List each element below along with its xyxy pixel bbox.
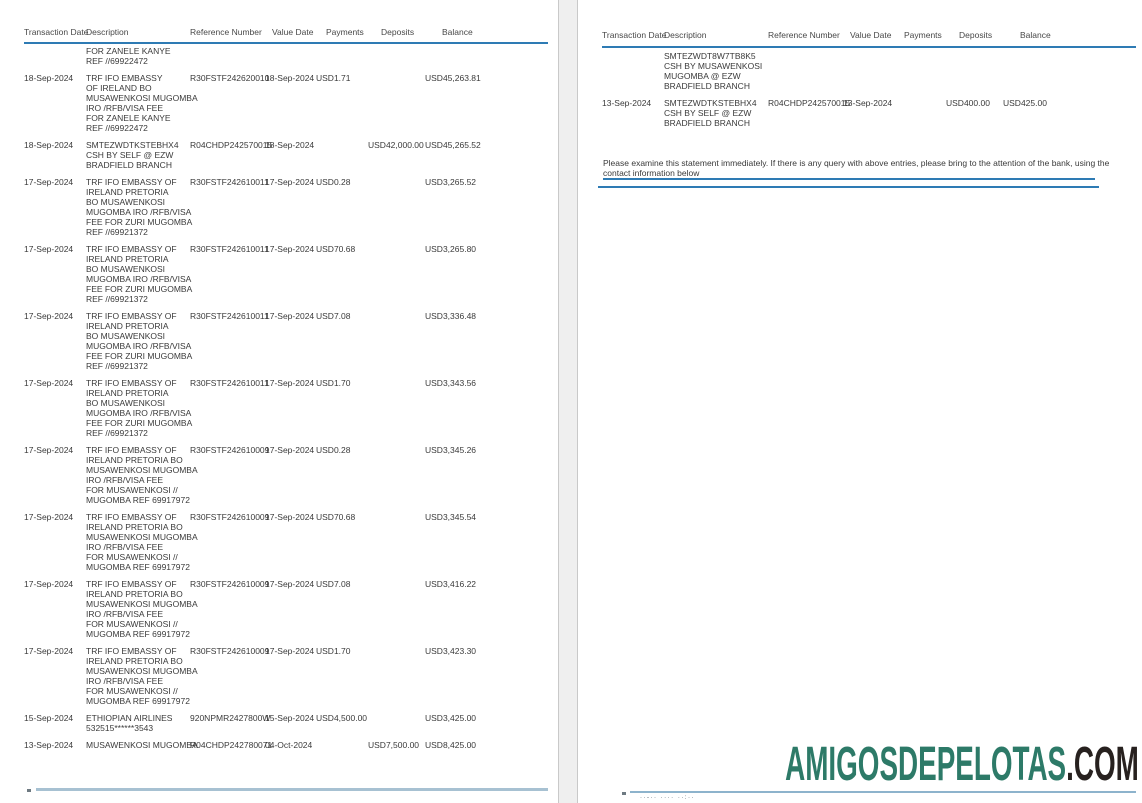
cell-description <box>664 51 776 91</box>
description-line: SMTEZWDTKSTEBHX4 <box>664 98 757 108</box>
cell-description <box>86 740 198 750</box>
notice-rule-1 <box>603 178 1095 180</box>
table-row <box>0 73 558 133</box>
header-rule <box>24 42 548 44</box>
cell-balance: USD3,345.26 <box>425 445 477 455</box>
cell-reference-number: R30FSTF242610009 <box>190 512 270 522</box>
table-row <box>0 646 558 706</box>
cell-value-date: 18-Sep-2024 <box>265 140 315 150</box>
cell-transaction-date: 13-Sep-2024 <box>602 98 652 108</box>
cell-transaction-date: 17-Sep-2024 <box>24 646 74 656</box>
description-line: IRELAND PRETORIA <box>86 187 169 197</box>
description-line: TRF IFO EMBASSY OF <box>86 244 177 254</box>
description-line: MUGOMBA REF 69917972 <box>86 562 190 572</box>
cell-payments: USD7.08 <box>316 579 351 589</box>
notice-line: contact information below <box>603 168 700 178</box>
cell-value-date: 04-Oct-2024 <box>265 740 313 750</box>
cell-value-date: 17-Sep-2024 <box>265 177 315 187</box>
description-line: CSH BY MUSAWENKOSI <box>664 61 763 71</box>
header-rule <box>602 46 1136 48</box>
cell-value-date: 17-Sep-2024 <box>265 512 315 522</box>
cell-description <box>86 311 198 371</box>
cell-description <box>86 445 198 505</box>
cell-description <box>86 579 198 639</box>
table-row <box>0 378 558 438</box>
cell-value-date: 17-Sep-2024 <box>265 445 315 455</box>
description-line: MUGOMBA REF 69917972 <box>86 495 190 505</box>
description-line: MUGOMBA IRO /RFB/VISA <box>86 408 192 418</box>
cell-balance: USD3,416.22 <box>425 579 477 589</box>
cell-transaction-date: 17-Sep-2024 <box>24 445 74 455</box>
cell-transaction-date: 18-Sep-2024 <box>24 140 74 150</box>
cell-description <box>86 713 198 733</box>
cell-description <box>86 46 198 66</box>
cell-description <box>664 98 776 128</box>
cell-description <box>86 646 198 706</box>
description-line: TRF IFO EMBASSY OF <box>86 512 177 522</box>
description-line: IRELAND PRETORIA BO <box>86 455 183 465</box>
cell-balance: USD425.00 <box>1003 98 1047 108</box>
description-line: REF //69921372 <box>86 294 148 304</box>
cell-reference-number: R30FSTF242610011 <box>190 311 269 321</box>
description-line: MUSAWENKOSI MUGOMBA <box>86 740 198 750</box>
description-line: MUGOMBA IRO /RFB/VISA <box>86 341 192 351</box>
cell-payments: USD1.71 <box>316 73 351 83</box>
page-divider <box>558 0 578 803</box>
column-header-payments: Payments <box>904 30 942 40</box>
table-row <box>0 46 558 66</box>
cell-transaction-date: 15-Sep-2024 <box>24 713 74 723</box>
description-line: IRO /RFB/VISA FEE <box>86 609 163 619</box>
cell-transaction-date: 17-Sep-2024 <box>24 512 74 522</box>
description-line: FOR MUSAWENKOSI // <box>86 686 178 696</box>
cell-transaction-date: 18-Sep-2024 <box>24 73 74 83</box>
cell-value-date: 17-Sep-2024 <box>265 244 315 254</box>
column-header-reference-number: Reference Number <box>190 27 262 37</box>
cell-balance: USD3,265.52 <box>425 177 477 187</box>
column-header-balance: Balance <box>1020 30 1051 40</box>
bullet-dot <box>622 792 626 795</box>
cell-description <box>86 244 198 304</box>
table-row <box>0 244 558 304</box>
statement-notice <box>603 158 1118 178</box>
table-row <box>0 512 558 572</box>
description-line: BRADFIELD BRANCH <box>664 118 750 128</box>
description-line: OF IRELAND BO <box>86 83 152 93</box>
footer-fragment: ··-·· ···· ··:·· <box>640 795 695 801</box>
table-row <box>578 51 1142 91</box>
cell-balance: USD3,336.48 <box>425 311 477 321</box>
cell-reference-number: R30FSTF242610011 <box>190 378 269 388</box>
cell-value-date: 13-Sep-2024 <box>843 98 893 108</box>
description-line: BO MUSAWENKOSI <box>86 398 166 408</box>
description-line: BRADFIELD BRANCH <box>664 81 750 91</box>
cell-value-date: 15-Sep-2024 <box>265 713 315 723</box>
table-row <box>0 311 558 371</box>
cell-reference-number: R04CHDP242570015 <box>768 98 851 108</box>
column-header-payments: Payments <box>326 27 364 37</box>
description-line: REF //69921372 <box>86 428 148 438</box>
transaction-rows <box>578 51 1142 135</box>
cell-description <box>86 140 198 170</box>
description-line: MUSAWENKOSI MUGOMBA <box>86 599 198 609</box>
cell-balance: USD3,423.30 <box>425 646 477 656</box>
cell-deposits: USD400.00 <box>946 98 990 108</box>
cell-payments: USD70.68 <box>316 244 356 254</box>
description-line: FOR ZANELE KANYE <box>86 46 171 56</box>
description-line: REF //69922472 <box>86 123 148 133</box>
description-line: MUSAWENKOSI MUGOMBA <box>86 465 198 475</box>
statement-page-left <box>0 0 558 803</box>
table-row <box>0 140 558 170</box>
cell-value-date: 17-Sep-2024 <box>265 311 315 321</box>
cell-reference-number: R30FSTF242610011 <box>190 177 269 187</box>
column-header-value-date: Value Date <box>850 30 892 40</box>
cell-balance: USD3,425.00 <box>425 713 477 723</box>
description-line: TRF IFO EMBASSY OF <box>86 445 177 455</box>
cell-transaction-date: 17-Sep-2024 <box>24 244 74 254</box>
description-line: TRF IFO EMBASSY OF <box>86 378 177 388</box>
cell-payments: USD1.70 <box>316 646 351 656</box>
description-line: TRF IFO EMBASSY OF <box>86 579 177 589</box>
description-line: SMTEZWDTKSTEBHX4 <box>86 140 179 150</box>
table-row <box>0 579 558 639</box>
description-line: TRF IFO EMBASSY OF <box>86 646 177 656</box>
cell-value-date: 17-Sep-2024 <box>265 378 315 388</box>
description-line: FEE FOR ZURI MUGOMBA <box>86 418 193 428</box>
description-line: FEE FOR ZURI MUGOMBA <box>86 217 193 227</box>
page-end-rule <box>630 791 1136 793</box>
column-header-transaction-date: Transaction Date <box>602 30 667 40</box>
cell-reference-number: R04CHDP242780071 <box>190 740 273 750</box>
cell-value-date: 17-Sep-2024 <box>265 646 315 656</box>
description-line: BO MUSAWENKOSI <box>86 331 166 341</box>
table-row <box>0 713 558 733</box>
cell-payments: USD70.68 <box>316 512 356 522</box>
cell-deposits: USD42,000.00 <box>368 140 424 150</box>
description-line: IRELAND PRETORIA BO <box>86 656 183 666</box>
description-line: MUGOMBA IRO /RFB/VISA <box>86 207 192 217</box>
description-line: FOR MUSAWENKOSI // <box>86 619 178 629</box>
cell-reference-number: R30FSTF242610009 <box>190 445 270 455</box>
cell-transaction-date: 17-Sep-2024 <box>24 579 74 589</box>
cell-description <box>86 73 198 133</box>
cell-reference-number: R04CHDP242570015 <box>190 140 273 150</box>
description-line: BO MUSAWENKOSI <box>86 264 166 274</box>
table-row <box>578 98 1142 128</box>
watermark-main: AMIGOSDEPELOTAS <box>785 738 1067 791</box>
cell-balance: USD45,263.81 <box>425 73 481 83</box>
description-line: BO MUSAWENKOSI <box>86 197 166 207</box>
description-line: REF //69922472 <box>86 56 148 66</box>
description-line: REF //69921372 <box>86 227 148 237</box>
cell-reference-number: R30FSTF242610011 <box>190 244 269 254</box>
notice-line: Please examine this statement immediately. If there is any query with above entries, please bring to the attention of the bank, using the <box>603 158 1110 168</box>
cell-reference-number: R30FSTF242610009 <box>190 646 270 656</box>
description-line: MUGOMBA REF 69917972 <box>86 629 190 639</box>
notice-rule-2 <box>598 186 1099 188</box>
column-header-description: Description <box>664 30 707 40</box>
transaction-table-header <box>578 30 1142 43</box>
description-line: IRO /RFB/VISA FEE <box>86 475 163 485</box>
watermark <box>785 738 1139 791</box>
description-line: CSH BY SELF @ EZW <box>664 108 752 118</box>
column-header-balance: Balance <box>442 27 473 37</box>
cell-payments: USD4,500.00 <box>316 713 368 723</box>
cell-deposits: USD7,500.00 <box>368 740 420 750</box>
description-line: ETHIOPIAN AIRLINES <box>86 713 173 723</box>
description-line: SMTEZWDT8W7TB8K5 <box>664 51 756 61</box>
cell-description <box>86 378 198 438</box>
column-header-description: Description <box>86 27 129 37</box>
description-line: FEE FOR ZURI MUGOMBA <box>86 284 193 294</box>
description-line: FOR ZANELE KANYE <box>86 113 171 123</box>
cell-payments: USD7.08 <box>316 311 351 321</box>
cell-payments: USD0.28 <box>316 177 351 187</box>
bullet-dot <box>27 789 31 792</box>
cell-payments: USD0.28 <box>316 445 351 455</box>
cell-reference-number: R30FSTF242620010 <box>190 73 270 83</box>
column-header-value-date: Value Date <box>272 27 314 37</box>
cell-payments: USD1.70 <box>316 378 351 388</box>
statement-page-right <box>578 0 1142 803</box>
column-header-deposits: Deposits <box>959 30 993 40</box>
description-line: IRELAND PRETORIA BO <box>86 522 183 532</box>
description-line: IRO /RFB/VISA FEE <box>86 676 163 686</box>
description-line: IRO /RFB/VISA FEE <box>86 542 163 552</box>
column-header-deposits: Deposits <box>381 27 415 37</box>
cell-description <box>86 177 198 237</box>
page-end-rule <box>36 788 548 791</box>
description-line: MUSAWENKOSI MUGOMBA <box>86 532 198 542</box>
cell-value-date: 18-Sep-2024 <box>265 73 315 83</box>
description-line: REF //69921372 <box>86 361 148 371</box>
description-line: 532515******3543 <box>86 723 154 733</box>
cell-reference-number: 920NPMR2427800W <box>190 713 271 723</box>
cell-transaction-date: 17-Sep-2024 <box>24 177 74 187</box>
description-line: MUGOMBA @ EZW <box>664 71 741 81</box>
description-line: TRF IFO EMBASSY <box>86 73 163 83</box>
description-line: FOR MUSAWENKOSI // <box>86 485 178 495</box>
description-line: IRO /RFB/VISA FEE <box>86 103 163 113</box>
description-line: IRELAND PRETORIA BO <box>86 589 183 599</box>
cell-transaction-date: 17-Sep-2024 <box>24 311 74 321</box>
description-line: IRELAND PRETORIA <box>86 388 169 398</box>
table-row <box>0 445 558 505</box>
cell-balance: USD8,425.00 <box>425 740 477 750</box>
cell-description <box>86 512 198 572</box>
description-line: IRELAND PRETORIA <box>86 254 169 264</box>
table-row <box>0 177 558 237</box>
description-line: MUGOMBA REF 69917972 <box>86 696 190 706</box>
cell-transaction-date: 13-Sep-2024 <box>24 740 74 750</box>
description-line: FOR MUSAWENKOSI // <box>86 552 178 562</box>
cell-balance: USD3,265.80 <box>425 244 477 254</box>
description-line: TRF IFO EMBASSY OF <box>86 311 177 321</box>
description-line: BRADFIELD BRANCH <box>86 160 172 170</box>
description-line: FEE FOR ZURI MUGOMBA <box>86 351 193 361</box>
cell-balance: USD45,265.52 <box>425 140 481 150</box>
transaction-rows <box>0 46 558 757</box>
cell-balance: USD3,343.56 <box>425 378 477 388</box>
transaction-table-header <box>0 27 558 40</box>
cell-transaction-date: 17-Sep-2024 <box>24 378 74 388</box>
description-line: MUGOMBA IRO /RFB/VISA <box>86 274 192 284</box>
watermark-suffix: .COM <box>1066 738 1139 791</box>
description-line: MUSAWENKOSI MUGOMBA <box>86 93 198 103</box>
column-header-reference-number: Reference Number <box>768 30 840 40</box>
cell-value-date: 17-Sep-2024 <box>265 579 315 589</box>
cell-balance: USD3,345.54 <box>425 512 477 522</box>
cell-reference-number: R30FSTF242610009 <box>190 579 270 589</box>
description-line: CSH BY SELF @ EZW <box>86 150 174 160</box>
column-header-transaction-date: Transaction Date <box>24 27 89 37</box>
table-row <box>0 740 558 750</box>
description-line: MUSAWENKOSI MUGOMBA <box>86 666 198 676</box>
description-line: IRELAND PRETORIA <box>86 321 169 331</box>
description-line: TRF IFO EMBASSY OF <box>86 177 177 187</box>
